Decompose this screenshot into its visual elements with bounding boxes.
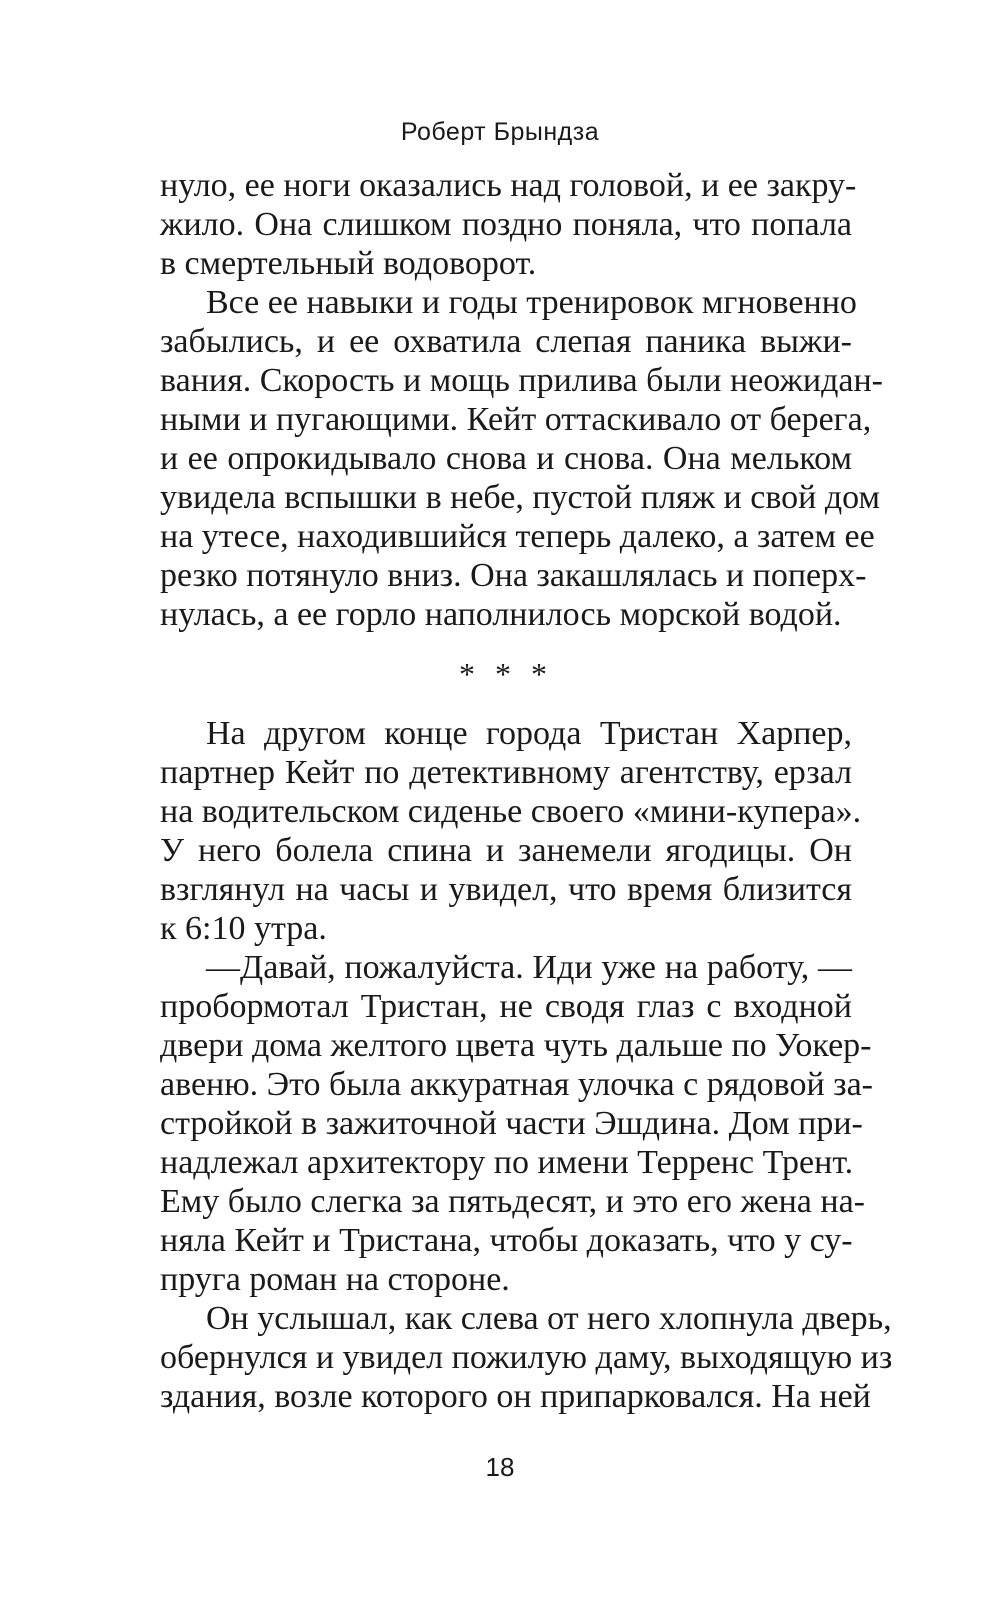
text-line: на утесе, находившийся теперь далеко, а затем ее <box>160 518 875 555</box>
text-line: вания. Скорость и мощь прилива были неожидан- <box>160 362 883 399</box>
text-line: пруга роман на стороне. <box>160 1261 510 1298</box>
text-line: здания, возле которого он припарковался. На ней <box>160 1378 871 1415</box>
text-line: —Давай, пожалуйста. Иди уже на работу, — <box>206 949 852 986</box>
text-line: На другом конце города Тристан Харпер, <box>206 715 852 752</box>
text-line: пробормотал Тристан, не сводя глаз с входной <box>160 988 852 1025</box>
text-line: Он услышал, как слева от него хлопнула дверь, <box>206 1300 892 1337</box>
text-line: резко потянуло вниз. Она закашлялась и поперх- <box>160 557 867 594</box>
text-line: обернулся и увидел пожилую даму, выходящую из <box>160 1339 893 1376</box>
page-number: 18 <box>485 1452 515 1482</box>
text-line: няла Кейт и Тристана, чтобы доказать, что у су- <box>160 1222 853 1259</box>
body-text <box>160 166 893 1416</box>
text-line: и ее опрокидывало снова и снова. Она мельком <box>160 440 852 477</box>
text-line: стройкой в зажиточной части Эшдина. Дом при- <box>160 1105 863 1142</box>
section-break: * * * <box>459 656 553 692</box>
text-line: забылись, и ее охватила слепая паника выжи- <box>160 323 852 360</box>
paragraph <box>160 283 883 634</box>
paragraph <box>160 948 874 1299</box>
text-line: увидела вспышки в небе, пустой пляж и свой дом <box>160 479 881 516</box>
text-line: ными и пугающими. Кейт оттаскивало от берега, <box>160 401 872 438</box>
paragraph <box>160 166 857 283</box>
text-line: авеню. Это была аккуратная улочка с рядовой за- <box>160 1066 874 1103</box>
paragraph <box>160 1299 893 1416</box>
text-line: У него болела спина и занемели ягодицы. Он <box>160 832 852 869</box>
text-line: жило. Она слишком поздно поняла, что попала <box>160 206 852 243</box>
text-line: Все ее навыки и годы тренировок мгновенно <box>206 284 857 321</box>
text-line: двери дома желтого цвета чуть дальше по Уокер- <box>160 1027 872 1064</box>
text-line: нуло, ее ноги оказались над головой, и ее закру- <box>160 167 857 204</box>
text-line: Ему было слегка за пятьдесят, и это его жена на- <box>160 1183 865 1220</box>
text-line: партнер Кейт по детективному агентству, ерзал <box>160 754 852 791</box>
text-line: на водительском сиденье своего «мини-купера». <box>160 793 862 830</box>
text-line: надлежал архитектору по имени Терренс Трент. <box>160 1144 854 1181</box>
text-line: взглянул на часы и увидел, что время близится <box>160 871 852 908</box>
paragraph <box>160 714 862 948</box>
running-head-author: Роберт Брындза <box>400 118 600 146</box>
text-line: в смертельный водоворот. <box>160 245 537 282</box>
text-line: нулась, а ее горло наполнилось морской водой. <box>160 596 842 633</box>
text-line: к 6:10 утра. <box>160 910 327 947</box>
